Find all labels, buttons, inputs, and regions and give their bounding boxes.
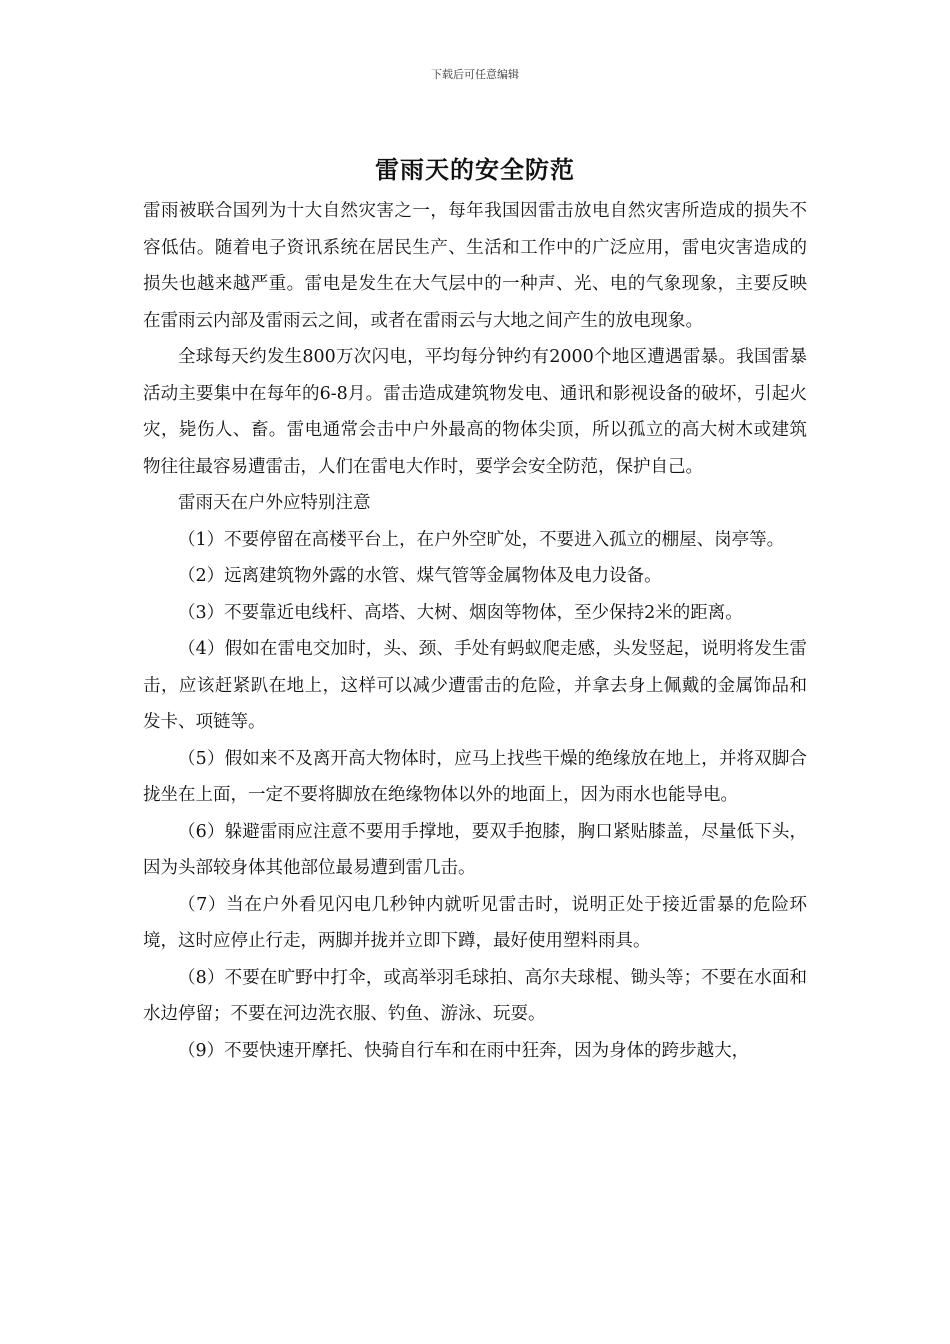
list-item: （6）躲避雷雨应注意不要用手撑地，要双手抱膝，胸口紧贴膝盖，尽量低下头，因为头部较身体其他部位最易遭到雷几击。 bbox=[143, 821, 807, 878]
list-item: （8）不要在旷野中打伞，或高举羽毛球拍、高尔夫球棍、锄头等；不要在水面和水边停留；不要在河边洗衣服、钓鱼、游泳、玩耍。 bbox=[143, 967, 807, 1024]
list-item: （5）假如来不及离开高大物体时，应马上找些干燥的绝缘放在地上，并将双脚合拢坐在上面，一定不要将脚放在绝缘物体以外的地面上，因为雨水也能导电。 bbox=[143, 748, 807, 805]
document-body bbox=[143, 193, 807, 1069]
list-item: （9）不要快速开摩托、快骑自行车和在雨中狂奔，因为身体的跨步越大， bbox=[178, 1040, 750, 1061]
paragraph-statistics: 全球每天约发生800万次闪电，平均每分钟约有2000个地区遭遇雷暴。我国雷暴活动主要集中在每年的6-8月。雷击造成建筑物发电、通讯和影视设备的破坏，引起火灾，毙伤人、畜。雷电通常会击中户外最高的物体尖顶，所以孤立的高大树木或建筑物往往最容易遭雷击，人们在雷电大作时，要学会安全防范，保护自己。 bbox=[143, 347, 807, 477]
list-item: （1）不要停留在高楼平台上，在户外空旷处，不要进入孤立的棚屋、岗亭等。 bbox=[178, 529, 785, 550]
paragraph-outdoor-heading: 雷雨天在户外应特别注意 bbox=[178, 493, 371, 513]
list-item: （3）不要靠近电线杆、高塔、大树、烟囱等物体，至少保持2米的距离。 bbox=[178, 602, 743, 623]
list-item: （7）当在户外看见闪电几秒钟内就听见雷击时，说明正处于接近雷暴的危险环境，这时应停止行走，两脚并拢并立即下蹲，最好使用塑料雨具。 bbox=[143, 894, 807, 951]
list-item: （4）假如在雷电交加时，头、颈、手处有蚂蚁爬走感，头发竖起，说明将发生雷击，应该赶紧趴在地上，这样可以减少遭雷击的危险，并拿去身上佩戴的金属饰品和发卡、项链等。 bbox=[143, 639, 807, 732]
list-item: （2）远离建筑物外露的水管、煤气管等金属物体及电力设备。 bbox=[178, 566, 662, 586]
header-note: 下载后可任意编辑 bbox=[431, 68, 519, 81]
page-title: 雷雨天的安全防范 bbox=[375, 155, 575, 184]
paragraph-intro: 雷雨被联合国列为十大自然灾害之一，每年我国因雷击放电自然灾害所造成的损失不容低估。随着电子资讯系统在居民生产、生活和工作中的广泛应用，雷电灾害造成的损失也越来越严重。雷电是发生在大气层中的一种声、光、电的气象现象，主要反映在雷雨云内部及雷雨云之间，或者在雷雨云与大地之间产生的放电现象。 bbox=[143, 201, 807, 331]
